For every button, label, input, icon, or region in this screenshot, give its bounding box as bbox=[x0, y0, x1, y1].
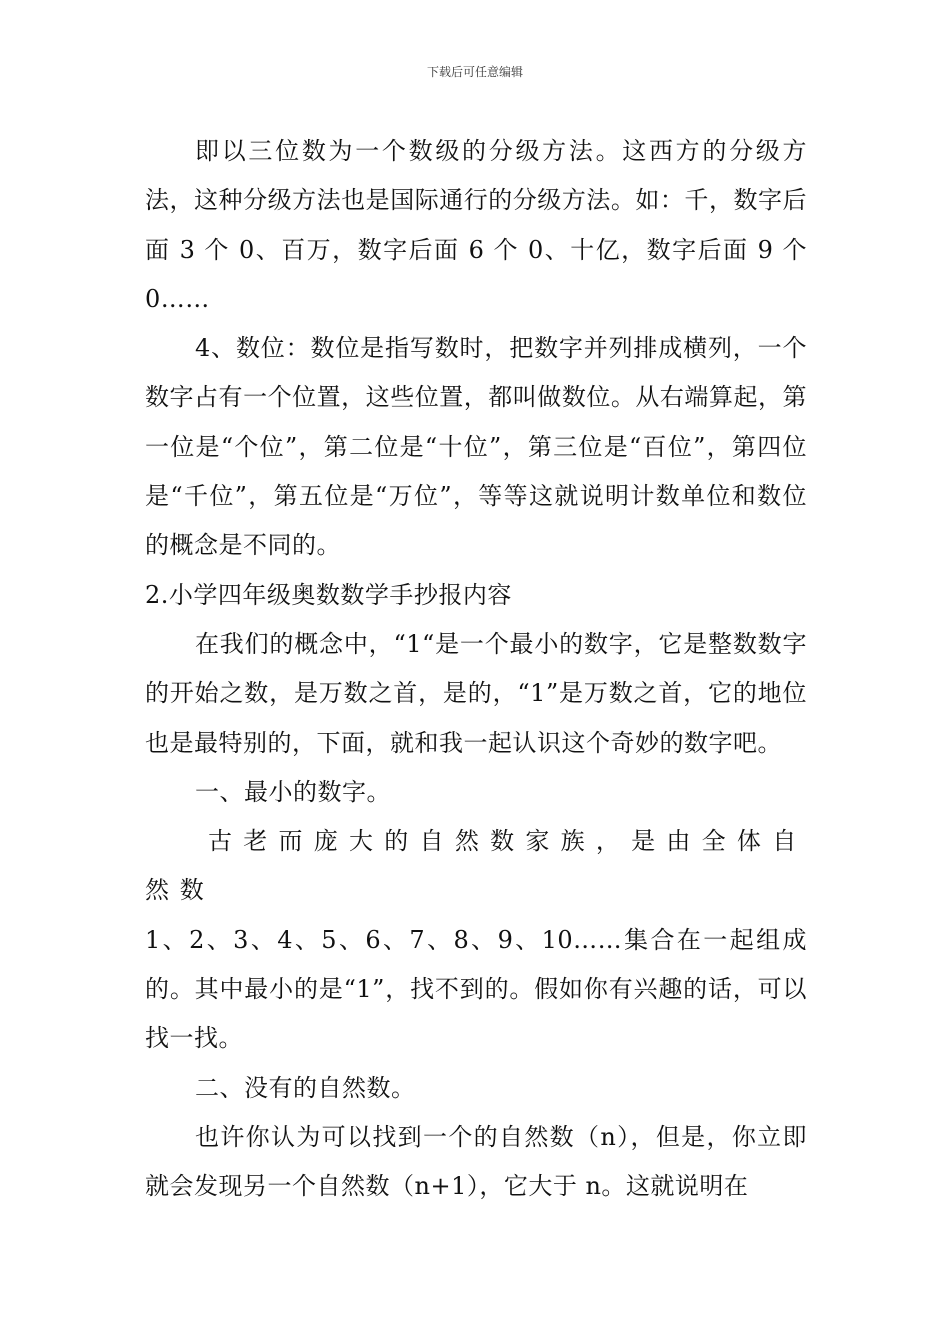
page-header: 下载后可任意编辑 bbox=[426, 65, 523, 79]
section-heading: 2.小学四年级奥数数学手抄报内容 bbox=[145, 580, 512, 609]
paragraph-digit-place: 4、数位：数位是指写数时，把数字并列排成横列，一个数字占有一个位置，这些位置，都叫做数位。从右端算起，第一位是“个位”，第二位是“十位”，第三位是“百位”，第四位是“千位”，第五位是“万位”，等等这就说明计数单位和数位的概念是不同的。 bbox=[145, 334, 807, 560]
subheading-smallest-number: 一、最小的数字。 bbox=[195, 777, 391, 806]
paragraph-natural-number-list: 1、2、3、4、5、6、7、8、9、10……集合在一起组成的。其中最小的是“1”，找不到的。假如你有兴趣的话，可以找一找。 bbox=[145, 925, 807, 1053]
paragraph-grouping-method: 即以三位数为一个数级的分级方法。这西方的分级方法，这种分级方法也是国际通行的分级方法。如：千，数字后面 3 个 0、百万，数字后面 6 个 0、十亿，数字后面 9 个 0…… bbox=[145, 137, 807, 313]
paragraph-natural-number-family: 古老而庞大的自然数家族，是由全体自然数 bbox=[145, 827, 807, 905]
paragraph-intro-one: 在我们的概念中，“1“是一个最小的数字，它是整数数字的开始之数，是万数之首，是的，“1”是万数之首，它的地位也是最特别的，下面，就和我一起认识这个奇妙的数字吧。 bbox=[145, 629, 807, 757]
document-body bbox=[145, 127, 807, 1212]
subheading-no-largest-natural-number: 二、没有的自然数。 bbox=[195, 1073, 416, 1102]
paragraph-n-plus-one: 也许你认为可以找到一个的自然数（n），但是，你立即就会发现另一个自然数（n+1），它大于 n。这就说明在 bbox=[145, 1122, 807, 1201]
